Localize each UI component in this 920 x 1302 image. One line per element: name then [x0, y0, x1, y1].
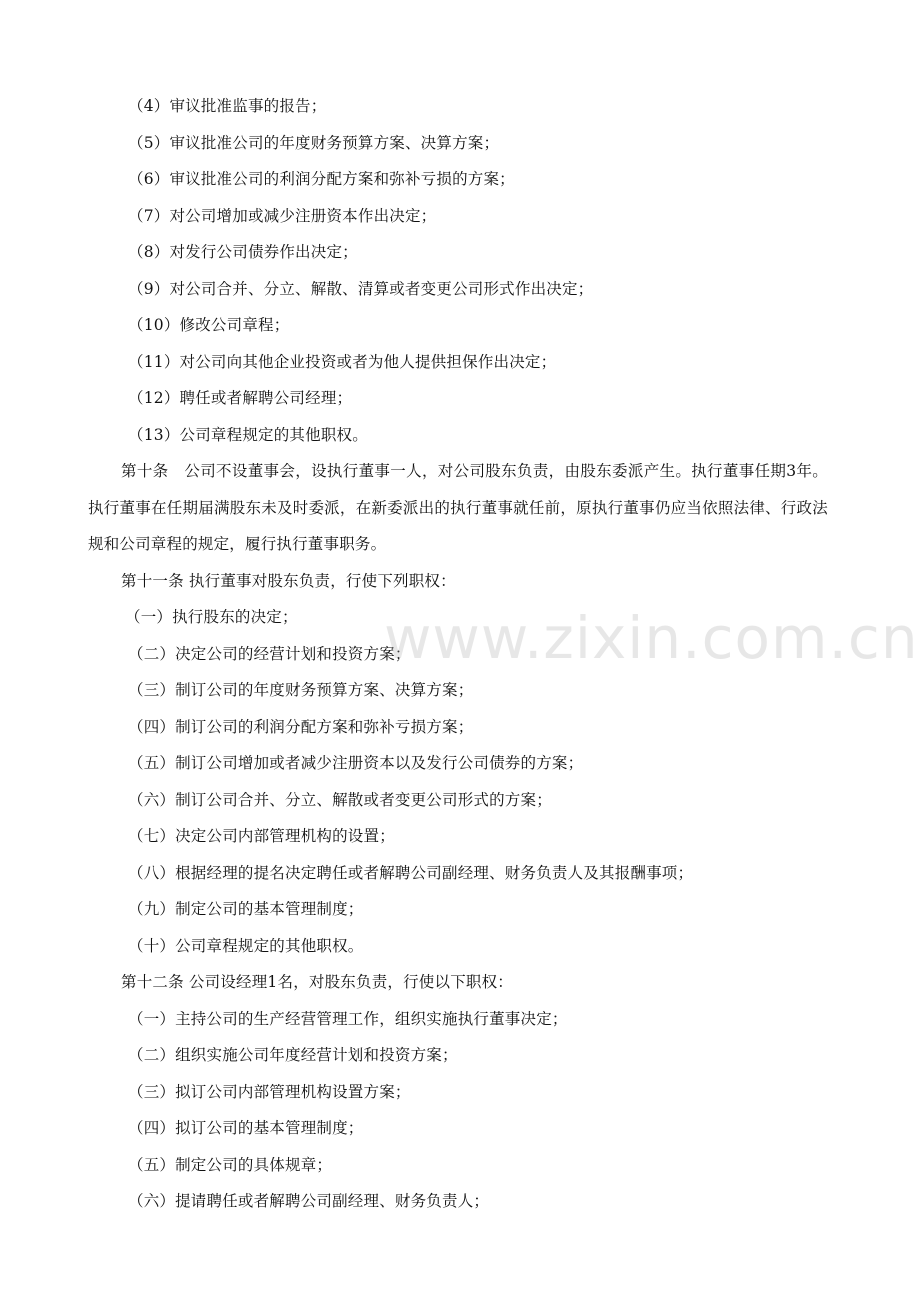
clause-11: （11）对公司向其他企业投资或者为他人提供担保作出决定；	[128, 352, 557, 371]
article-11-title: 第十一条 执行董事对股东负责，行使下列职权：	[121, 571, 456, 590]
article-11-item-7: （七）决定公司内部管理机构的设置；	[128, 827, 395, 845]
article-11-item-10: （十）公司章程规定的其他职权。	[128, 936, 364, 955]
clause-7: （7）对公司增加或减少注册资本作出决定；	[128, 206, 437, 225]
article-11-item-3: （三）制订公司的年度财务预算方案、决算方案；	[128, 681, 474, 699]
clause-5: （5）审议批准公司的年度财务预算方案、决算方案；	[128, 133, 500, 152]
clause-12: （12）聘任或者解聘公司经理；	[128, 389, 353, 407]
article-10-paragraph: 第十条 公司不设董事会，设执行董事一人，对公司股东负责，由股东委派产生。执行董事任期3年。执行董事在任期届满股东未及时委派，在新委派出的执行董事就任前，原执行董事仍应当依照法律、行政法规和公司章程的规定，履行执行董事职务。	[88, 462, 828, 553]
clause-13: （13）公司章程规定的其他职权。	[128, 425, 368, 444]
article-12-item-5: （五）制定公司的具体规章；	[128, 1155, 333, 1174]
article-11-item-1: （一）执行股东的决定；	[125, 608, 298, 626]
article-12-item-3: （三）拟订公司内部管理机构设置方案；	[128, 1082, 411, 1101]
article-12-item-2: （二）组织实施公司年度经营计划和投资方案；	[128, 1046, 458, 1064]
article-12-item-6: （六）提请聘任或者解聘公司副经理、财务负责人；	[128, 1192, 490, 1210]
clause-6: （6）审议批准公司的利润分配方案和弥补亏损的方案；	[128, 170, 515, 188]
article-11-item-9: （九）制定公司的基本管理制度；	[128, 900, 364, 918]
clause-8: （8）对发行公司债券作出决定；	[128, 243, 358, 261]
article-12-item-4: （四）拟订公司的基本管理制度；	[128, 1119, 364, 1137]
clause-4: （4）审议批准监事的报告；	[128, 97, 327, 115]
article-11-item-4: （四）制订公司的利润分配方案和弥补亏损方案；	[128, 717, 474, 736]
article-12-title: 第十二条 公司设经理1名，对股东负责，行使以下职权：	[121, 973, 513, 991]
article-11-item-8: （八）根据经理的提名决定聘任或者解聘公司副经理、财务负责人及其报酬事项；	[128, 863, 694, 882]
article-11-item-5: （五）制订公司增加或者减少注册资本以及发行公司债券的方案；	[128, 754, 584, 772]
watermark-text: www.zixin.com.cn	[384, 604, 919, 672]
article-12-item-1: （一）主持公司的生产经营管理工作，组织实施执行董事决定；	[128, 1009, 568, 1028]
article-11-item-2: （二）决定公司的经营计划和投资方案；	[128, 644, 411, 663]
article-11-item-6: （六）制订公司合并、分立、解散或者变更公司形式的方案；	[128, 790, 552, 809]
clause-10: （10）修改公司章程；	[128, 316, 290, 334]
clause-9: （9）对公司合并、分立、解散、清算或者变更公司形式作出决定；	[128, 279, 594, 298]
